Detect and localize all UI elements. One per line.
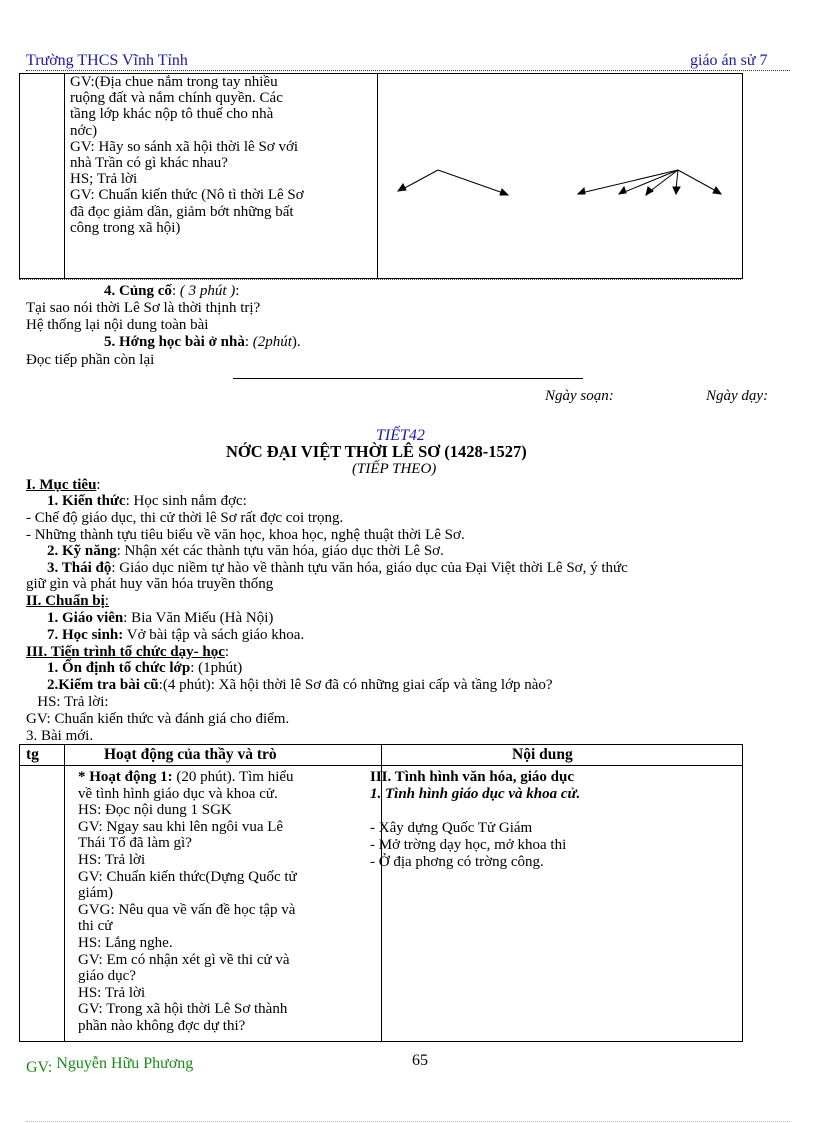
section-separator (233, 378, 583, 379)
muc-tieu-colon: : (96, 477, 101, 493)
on-dinh (47, 660, 242, 676)
thai-do-label: 3. Thái độ (47, 560, 112, 576)
giao-vien-label: 1. Giáo viên (47, 610, 124, 626)
huong-dan-end: ). (291, 334, 301, 350)
diagram-arrow (676, 170, 678, 189)
kien-thuc-a: - Chế độ giáo dục, thi cử thời lê Sơ rất đợc coi trọng. (26, 510, 344, 526)
footer-gv-prefix: GV: (26, 1059, 53, 1076)
activity-line: giáo dục? (78, 968, 136, 985)
chuan-bi-heading (26, 593, 109, 609)
diagram-arrow (678, 170, 718, 192)
diagram-arrowhead (578, 188, 585, 194)
hoc-sinh-text: Vở bài tập và sách giáo khoa. (123, 627, 305, 643)
thai-do-text: : Giáo dục niềm tự hào về thành tựu văn hóa, giáo dục của Đại Việt thời Lê Sơ, ý thức (111, 560, 628, 576)
school-name: Trường THCS Vĩnh Tỉnh (26, 52, 188, 69)
activity-line: GV: Ngay sau khi lên ngôi vua Lê (78, 818, 284, 835)
kiem-tra-hs: HS: Trả lời: (26, 694, 109, 710)
activity-line: thi cử (78, 918, 113, 935)
top-table-time-col (20, 74, 65, 278)
on-dinh-text: : (1phút) (190, 660, 243, 676)
cung-co-time: ( 3 phút ) (179, 283, 236, 299)
footer-gv-name: Nguyễn Hữu Phương (52, 1055, 194, 1072)
top-table-activity-col (65, 74, 378, 278)
table-bottom-dotted (19, 279, 741, 280)
diagram-arrow (438, 170, 506, 194)
top-line: đã đọc giảm dần, giảm bớt những bất (70, 203, 294, 220)
lesson-subtitle: (TIẾP THEO) (352, 461, 437, 477)
content-spacer (370, 803, 580, 820)
top-line: nhà Trần có gì khác nhau? (70, 155, 228, 172)
top-line: tầng lớp khác nộp tô thuế cho nhà (70, 106, 274, 123)
huong-dan-label: 5. Hớng học bài ở nhà (104, 334, 245, 350)
diagram-arrow (401, 170, 438, 190)
huong-dan-time: (2phút (252, 334, 292, 350)
header-activity: Hoạt động của thầy và trò (104, 746, 277, 763)
activity-line: HS: Đọc nội dung 1 SGK (78, 802, 232, 819)
diagram-arrowhead (646, 187, 653, 195)
activity-time: (20 phút). Tìm hiểu (176, 769, 294, 785)
chuan-bi-title: II. Chuẩn bị (26, 593, 105, 609)
activity-line: GV: Em có nhận xét gì về thi cử và (78, 951, 290, 968)
bai-moi: 3. Bài mới. (26, 728, 94, 744)
cung-co-line2: Hệ thống lại nội dung toàn bài (26, 317, 209, 333)
top-line: GV: Chuẩn kiến thức (Nô tì thời Lê Sơ (70, 187, 304, 204)
content-item: - Mở trờng dạy học, mở khoa thi (370, 837, 567, 853)
hoc-sinh (47, 627, 304, 643)
activity-line: giám) (78, 885, 113, 902)
on-dinh-label: 1. Ổn định tổ chức lớp (47, 660, 191, 676)
top-line: nớc) (70, 122, 98, 139)
top-table-activity-text (70, 74, 375, 236)
top-line: GV: Hãy so sánh xã hội thời lê Sơ với (70, 138, 299, 155)
muc-tieu-title: I. Mục tiêu (26, 477, 97, 493)
footer-teacher (26, 1055, 194, 1076)
huong-dan-heading (104, 334, 301, 350)
cung-co-heading (104, 283, 239, 299)
top-line: HS; Trả lời (70, 171, 138, 188)
kien-thuc-label: 1. Kiến thức (47, 493, 126, 509)
giao-vien (47, 610, 273, 626)
lesson-title: NỚC ĐẠI VIỆT THỜI LÊ SƠ (1428-1527) (226, 442, 527, 461)
subject-label: giáo án sử 7 (690, 52, 768, 69)
content-heading: III. Tình hình văn hóa, giáo dục (370, 769, 574, 785)
cung-co-colon: : (171, 283, 177, 299)
activity-line: GV: Chuẩn kiến thức(Dựng Quốc tử (78, 868, 297, 885)
content-item: - Ở địa phơng có trờng công. (370, 854, 544, 870)
kiem-tra-gv: GV: Chuẩn kiến thức và đánh giá cho điểm. (26, 711, 290, 727)
diagram-arrowhead (713, 187, 721, 194)
table-header-divider (20, 765, 742, 766)
kiem-tra (47, 677, 553, 693)
ky-nang-label: 2. Kỹ năng (47, 543, 117, 559)
huong-dan-colon: : (244, 334, 253, 350)
muc-tieu-heading (26, 477, 101, 493)
content-text (370, 769, 580, 871)
page-number: 65 (412, 1052, 428, 1069)
activity-line: GVG: Nêu qua về vấn đề học tập và (78, 901, 296, 918)
top-line: công trong xã hội) (70, 219, 181, 236)
ngay-soan: Ngày soạn: (545, 388, 614, 404)
kiem-tra-text: :(4 phút): Xã hội thời lê Sơ đã có những giai cấp và tầng lớp nào? (158, 677, 553, 693)
ngay-day: Ngày dạy: (706, 388, 769, 404)
cung-co-line1: Tại sao nói thời Lê Sơ là thời thịnh trị? (26, 300, 261, 316)
header-divider (26, 70, 790, 71)
ky-nang (47, 543, 444, 559)
tien-trinh-colon: : (224, 644, 230, 660)
activity-line: HS: Lắng nghe. (78, 934, 173, 951)
ky-nang-text: : Nhận xét các thành tựu văn hóa, giáo dục thời Lê Sơ. (116, 543, 444, 559)
chuan-bi-colon: : (104, 593, 109, 609)
thai-do (47, 560, 628, 576)
cung-co-label: 4. Củng cố (104, 283, 172, 299)
activity-line: phần nào không đợc dự thi? (78, 1017, 246, 1034)
activity-text (78, 769, 297, 1035)
top-line: GV:(Địa chue nắm trong tay nhiều (70, 74, 278, 90)
huong-dan-line1: Đọc tiếp phần còn lại (26, 352, 155, 368)
kien-thuc (47, 493, 247, 509)
activity-line: HS: Trả lời (78, 851, 146, 868)
page-bottom-border (26, 1121, 790, 1122)
activity-line: Thái Tổ đã làm gì? (78, 835, 192, 852)
activity-first-line (78, 769, 297, 786)
top-table (19, 73, 743, 279)
kien-thuc-b: - Những thành tựu tiêu biểu về văn học, khoa học, nghệ thuật thời Lê Sơ. (26, 527, 465, 543)
time-column (20, 745, 65, 1041)
diagram-arrowhead (619, 187, 626, 194)
header-content: Nội dung (512, 746, 573, 763)
lesson-table (19, 744, 743, 1042)
kien-thuc-text: : Học sinh nắm đợc: (125, 493, 247, 509)
top-line: ruộng đất và nắm chính quyền. Các (70, 90, 283, 107)
kiem-tra-label: 2.Kiểm tra bài cũ (47, 677, 159, 693)
content-subheading: 1. Tình hình giáo dục và khoa cử. (370, 786, 581, 802)
activity-line: về tình hình giáo dục và khoa cử. (78, 785, 278, 802)
activity-line: GV: Trong xã hội thời Lê Sơ thành (78, 1001, 288, 1018)
activity-label: * Hoạt động 1: (78, 769, 177, 785)
diagram-arrowhead (398, 184, 406, 191)
tien-trinh-title: III. Tiến trình tổ chức dạy- học (26, 644, 225, 660)
hoc-sinh-label: 7. Học sinh: (47, 627, 124, 643)
header-tg: tg (26, 746, 39, 763)
content-item: - Xây dựng Quốc Tử Giám (370, 820, 533, 836)
activity-line: HS: Trả lời (78, 984, 146, 1001)
diagram-arrowhead (500, 189, 508, 195)
tien-trinh-heading (26, 644, 229, 660)
cung-co-colon2: : (235, 283, 240, 299)
diagram-arrowhead (673, 187, 680, 194)
society-diagram (378, 74, 740, 278)
lesson-number: TIẾT42 (376, 427, 425, 444)
giao-vien-text: : Bia Văn Miếu (Hà Nội) (123, 610, 274, 626)
thai-do-line2: giữ gìn và phát huy văn hóa truyền thống (26, 576, 274, 592)
